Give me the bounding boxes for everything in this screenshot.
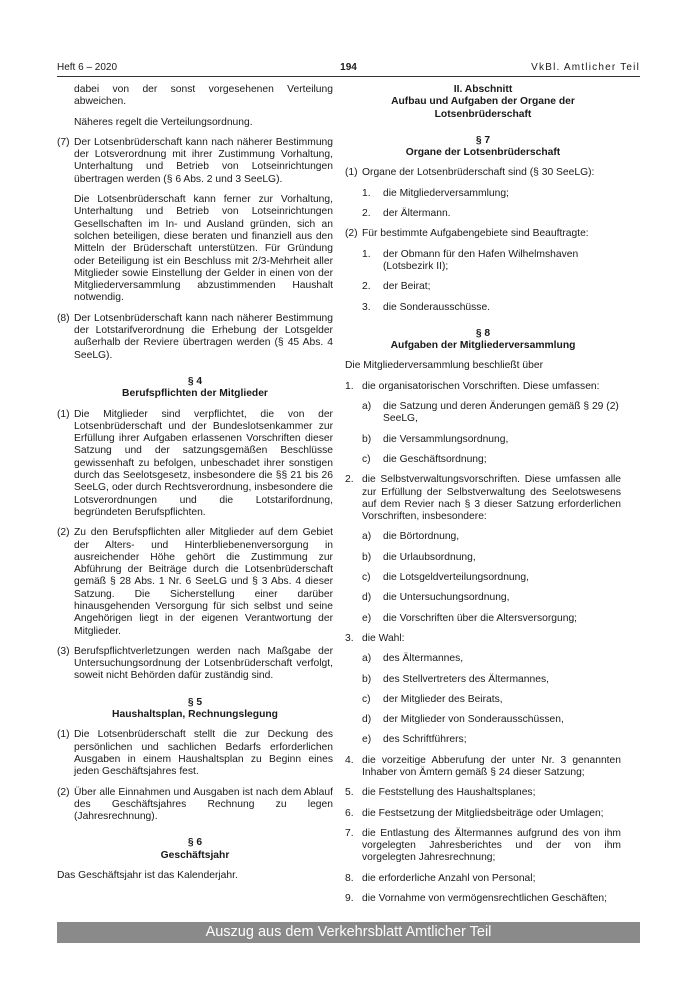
list-item (345, 572, 621, 584)
numbered-paragraph (57, 137, 333, 186)
list-marker: b) (362, 433, 372, 445)
paragraph-number: (2) (57, 527, 70, 539)
header-divider (57, 76, 640, 77)
section-heading (345, 328, 621, 353)
numbered-paragraph (345, 228, 621, 240)
paragraph-number: (1) (57, 408, 70, 420)
numbered-paragraph (57, 313, 333, 362)
numbered-paragraph (57, 729, 333, 778)
section-number: § 5 (187, 696, 203, 708)
chapter-title: Aufbau und Aufgaben der Organe der Lotsenbrüderschaft (391, 96, 575, 120)
list-marker: a) (362, 653, 372, 665)
list-marker: e) (362, 734, 372, 746)
list-item (345, 592, 621, 604)
list-text: die Mitgliederversammlung; (383, 187, 509, 199)
list-marker: b) (362, 673, 372, 685)
numbered-paragraph (345, 828, 621, 865)
list-text: des Ältermannes, (383, 653, 464, 665)
left-column (57, 84, 333, 890)
list-text: der Mitglieder von Sonderausschüssen, (383, 714, 564, 726)
paragraph-text: Der Lotsenbrüderschaft kann nach näherer Bestimmung der Lotsverordnung mit ihrer Zustimmung Vorhaltung, Unterhaltung und Betrieb von Lotseinrichtungen übertragen werden (§ 6 Abs. 2 und 3 SeeLG). (74, 136, 333, 185)
list-item (345, 714, 621, 726)
section-heading (57, 837, 333, 862)
list-text: der Mitglieder des Beirats, (383, 693, 503, 705)
paragraph: Die Lotsenbrüderschaft kann ferner zur Vorhaltung, Unterhaltung und Betrieb von Lotseinrichtungen Gesellschaften im In- und Ausland gründen, sich an solchen beteiligen, diese beraten und finanziell aus den Mitteln der Brüderschaft unterstützen. Für Gründung oder Beteiligung ist ein Beschluss mit 2/3-Mehrheit aller Mitglieder sowie Einstellung der Gelder in einen von der Mitgliederversammlung abzustimmenden Haushalt notwendig. (74, 194, 333, 304)
list-text: die Versammlungsordnung, (383, 433, 509, 445)
paragraph-number: 5. (345, 787, 354, 799)
list-item (345, 613, 621, 625)
numbered-paragraph (57, 527, 333, 638)
paragraph-text: die Selbstverwaltungsvorschriften. Diese umfassen alle zur Erfüllung der Selbstverwaltung des Seelotswesens auf dem Revier nach § 3 dieser Satzung erforderlichen Vorschriften, insbesondere: (362, 474, 621, 523)
numbered-paragraph (345, 474, 621, 523)
paragraph-number: (2) (57, 786, 70, 798)
paragraph-text: Für bestimmte Aufgabengebiete sind Beauftragte: (362, 228, 589, 240)
numbered-paragraph (345, 167, 621, 179)
list-item (345, 694, 621, 706)
paragraph-text: die Feststellung des Haushaltsplanes; (362, 787, 536, 799)
section-title: Haushaltsplan, Rechnungslegung (112, 709, 278, 721)
list-text: des Schriftführers; (383, 734, 467, 746)
list-item (345, 531, 621, 543)
numbered-paragraph (345, 808, 621, 820)
numbered-paragraph (345, 381, 621, 393)
list-marker: b) (362, 551, 372, 563)
paragraph-text: Zu den Berufspflichten aller Mitglieder auf dem Gebiet der Alters- und Hinterbliebenenversorgung in ausreichender Höhe gehört die Zustimmung zur Abführung der Beiträge durch die Lotsenbrüderschaft gemäß § 28 Abs. 1 Nr. 6 SeeLG und § 3 Abs. 4 dieser Satzung. Die Sicherstellung einer darüber hinausgehenden Versorgung für sich selbst und seine Angehörigen liegt in der eigenen Verantwortung der Mitglieder. (74, 527, 333, 637)
numbered-paragraph (345, 893, 621, 905)
list-item (345, 249, 621, 274)
list-item (345, 401, 621, 426)
list-marker: 2. (362, 208, 371, 220)
list-text: die Geschäftsordnung; (383, 453, 487, 465)
numbered-paragraph (345, 873, 621, 885)
list-item (345, 281, 621, 293)
paragraph: dabei von der sonst vorgesehenen Verteilung abweichen. (74, 84, 333, 108)
chapter-number: II. Abschnitt (453, 84, 513, 95)
paragraph-number: 2. (345, 474, 354, 486)
section-title: Aufgaben der Mitgliederversammlung (390, 340, 576, 352)
list-item (345, 302, 621, 314)
list-text: die Sonderausschüsse. (383, 301, 491, 313)
paragraph-number: 4. (345, 754, 354, 766)
issue-label: Heft 6 – 2020 (57, 62, 118, 73)
paragraph-number: 7. (345, 827, 354, 839)
list-item (345, 552, 621, 564)
paragraph-text: die vorzeitige Abberufung der unter Nr. 3 genannten Inhaber von Ämtern gemäß § 24 dieser Satzung; (362, 754, 621, 778)
paragraph-number: 3. (345, 632, 354, 644)
list-marker: 1. (362, 187, 371, 199)
numbered-paragraph (57, 409, 333, 520)
numbered-paragraph (345, 633, 621, 645)
list-marker: e) (362, 612, 372, 624)
numbered-paragraph (57, 787, 333, 824)
paragraph-text: die Festsetzung der Mitgliedsbeiträge oder Umlagen; (362, 807, 604, 819)
section-number: § 8 (475, 327, 491, 339)
list-marker: c) (362, 572, 371, 584)
paragraph-text: Der Lotsenbrüderschaft kann nach näherer Bestimmung der Lotstarifverordnung die Erhebung der Lotsgelder außerhalb der Reviere übertragen werden (§ 45 Abs. 4 SeeLG). (74, 312, 333, 361)
paragraph-number: 1. (345, 380, 354, 392)
list-text: die Satzung und deren Änderungen gemäß § 29 (2) SeeLG, (383, 401, 619, 425)
paragraph: Die Mitgliederversammlung beschließt über (345, 360, 544, 372)
section-title: Berufspflichten der Mitglieder (122, 388, 268, 400)
section-title: Geschäftsjahr (160, 849, 230, 861)
paragraph-number: (1) (57, 729, 70, 741)
section-heading (57, 376, 333, 401)
section-number: § 6 (187, 837, 203, 849)
list-marker: 1. (362, 248, 371, 260)
paragraph-text: die Vornahme von vermögensrechtlichen Geschäften; (362, 893, 607, 905)
publication-label: VkBl. Amtlicher Teil (531, 62, 640, 73)
paragraph-number: (8) (57, 312, 70, 324)
section-number: § 7 (475, 134, 491, 146)
paragraph-text: Berufspflichtverletzungen werden nach Maßgabe der Untersuchungsordnung der Lotsenbrüderschaft verfolgt, soweit nicht Behörden dafür zuständig sind. (74, 645, 333, 682)
paragraph-number: 8. (345, 872, 354, 884)
list-marker: d) (362, 714, 372, 726)
paragraph: Näheres regelt die Verteilungsordnung. (74, 116, 253, 128)
page-number: 194 (340, 62, 357, 73)
paragraph-number: (2) (345, 228, 358, 240)
numbered-paragraph (345, 755, 621, 780)
list-item (345, 188, 621, 200)
list-text: die Lotsgeldverteilungsordnung, (383, 572, 529, 584)
paragraph-text: die erforderliche Anzahl von Personal; (362, 872, 536, 884)
list-text: die Börtordnung, (383, 531, 460, 543)
list-item (345, 454, 621, 466)
paragraph-text: Die Mitglieder sind verpflichtet, die von der Lotsenbrüderschaft und der Bundeslotsenkammer zur Erfüllung ihrer Aufgaben erlassenen Vorschriften dieser Satzung und der satzungsgemäßen Beschlüsse gewissenhaft zu befolgen, unbeschadet ihrer sonstigen durch das Seelotsgesetz, insbesondere die §§ 21 bis 26 SeeLG, oder durch Rechtsverordnung, insbesondere die Lotsverordnungen und die Lotstarifordnung, begründeten Berufspflichten. (74, 408, 333, 518)
list-item (345, 734, 621, 746)
paragraph-text: Über alle Einnahmen und Ausgaben ist nach dem Ablauf des Geschäftsjahres Rechnung zu legen (Jahresrechnung). (74, 786, 333, 823)
paragraph-number: (3) (57, 645, 70, 657)
list-text: der Beirat; (383, 281, 431, 293)
section-heading (345, 135, 621, 160)
chapter-heading (345, 84, 621, 121)
list-marker: c) (362, 693, 371, 705)
paragraph-text: Die Lotsenbrüderschaft stellt die zur Deckung des persönlichen und sachlichen Bedarfs erforderlichen Ausgaben in einem Haushaltsplan zu Beginn eines jeden Geschäftsjahres fest. (74, 729, 333, 778)
paragraph-number: (1) (345, 167, 358, 179)
list-text: des Stellvertreters des Ältermannes, (383, 673, 549, 685)
paragraph-number: (7) (57, 136, 70, 148)
section-number: § 4 (187, 375, 203, 387)
paragraph: Das Geschäftsjahr ist das Kalenderjahr. (57, 870, 238, 882)
footer-banner: Auszug aus dem Verkehrsblatt Amtlicher Teil (57, 922, 640, 943)
list-text: die Urlaubsordnung, (383, 551, 476, 563)
list-marker: a) (362, 401, 372, 413)
list-item (345, 653, 621, 665)
section-title: Organe der Lotsenbrüderschaft (405, 147, 561, 159)
numbered-paragraph (345, 787, 621, 799)
paragraph-text: Organe der Lotsenbrüderschaft sind (§ 30 SeeLG): (362, 167, 595, 179)
list-marker: a) (362, 531, 372, 543)
list-item (345, 434, 621, 446)
numbered-paragraph (57, 646, 333, 683)
paragraph-number: 6. (345, 807, 354, 819)
section-heading (57, 697, 333, 722)
list-marker: c) (362, 453, 371, 465)
list-text: der Obmann für den Hafen Wilhelmshaven (Lotsbezirk II); (383, 248, 579, 272)
paragraph-text: die organisatorischen Vorschriften. Diese umfassen: (362, 380, 600, 392)
right-column (345, 84, 621, 913)
list-marker: 3. (362, 301, 371, 313)
list-text: der Ältermann. (383, 208, 451, 220)
paragraph-text: die Wahl: (362, 632, 405, 644)
list-text: die Vorschriften über die Altersversorgung; (383, 612, 578, 624)
list-text: die Untersuchungsordnung, (383, 592, 510, 604)
list-item (345, 208, 621, 220)
paragraph-number: 9. (345, 893, 354, 905)
list-marker: 2. (362, 281, 371, 293)
list-marker: d) (362, 592, 372, 604)
paragraph-text: die Entlastung des Ältermannes aufgrund des von ihm vorgelegten Jahresberichtes und der von ihm vorgelegten Jahresrechnung; (362, 827, 621, 864)
list-item (345, 674, 621, 686)
